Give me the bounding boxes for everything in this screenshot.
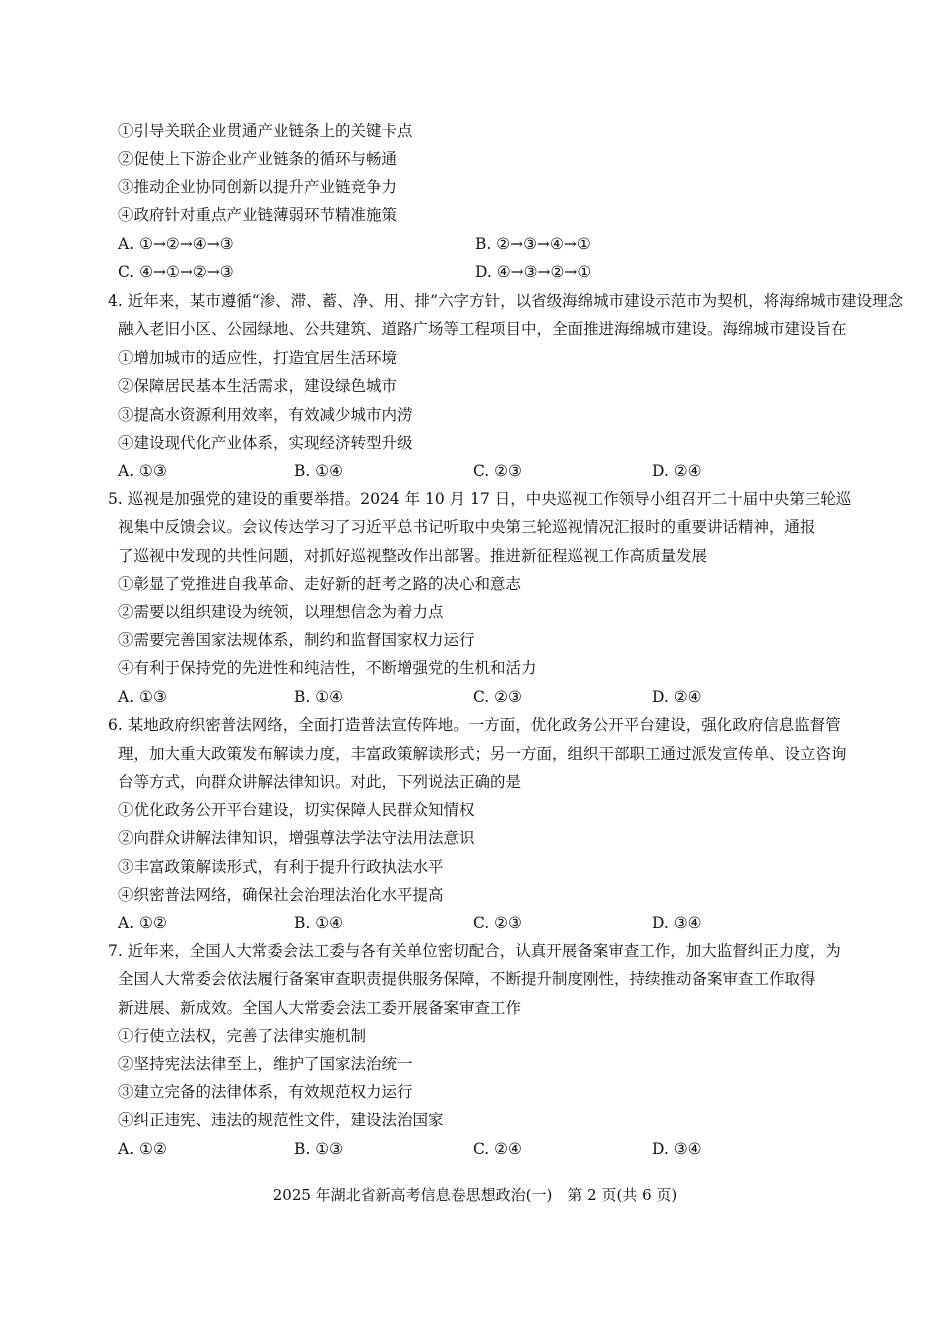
q3-item-4: ④政府针对重点产业链薄弱环节精准施策 xyxy=(118,206,398,224)
q4-item-4: ④建设现代化产业体系，实现经济转型升级 xyxy=(118,434,413,452)
q7-option-d: D. ③④ xyxy=(652,1140,702,1158)
q7-item-2: ②坚持宪法法律至上，维护了国家法治统一 xyxy=(118,1055,413,1073)
q3-option-c: C. ④→①→②→③ xyxy=(118,263,234,281)
q5-item-1: ①彰显了党推进自我革命、走好新的赶考之路的决心和意志 xyxy=(118,575,522,593)
q6-option-d: D. ③④ xyxy=(652,914,702,932)
q4-item-2: ②保障居民基本生活需求，建设绿色城市 xyxy=(118,377,398,395)
q5-stem-line-3: 了巡视中发现的共性问题，对抓好巡视整改作出部署。推进新征程巡视工作高质量发展 xyxy=(118,547,708,565)
q5-stem-line-2: 视集中反馈会议。会议传达学习了习近平总书记听取中央第三轮巡视情况汇报时的重要讲话精神，通报 xyxy=(118,518,816,536)
q7-item-1: ①行使立法权，完善了法律实施机制 xyxy=(118,1027,367,1045)
q6-item-3: ③丰富政策解读形式，有利于提升行政执法水平 xyxy=(118,858,444,876)
q4-option-a: A. ①③ xyxy=(118,462,167,480)
q5-option-c: C. ②③ xyxy=(473,688,522,706)
q4-option-c: C. ②③ xyxy=(473,462,522,480)
q6-stem-line-1: 6. 某地政府织密普法网络，全面打造普法宣传阵地。一方面，优化政务公开平台建设，强化政府信息监督管 xyxy=(108,716,841,734)
q6-item-1: ①优化政务公开平台建设，切实保障人民群众知情权 xyxy=(118,801,475,819)
q6-option-a: A. ①② xyxy=(118,914,167,932)
q6-option-b: B. ①④ xyxy=(294,914,344,932)
q5-stem-line-1: 5. 巡视是加强党的建设的重要举措。2024 年 10 月 17 日，中央巡视工作领导小组召开二十届中央第三轮巡 xyxy=(108,490,852,508)
q4-option-d: D. ②④ xyxy=(652,462,702,480)
q6-stem-line-2: 理，加大重大政策发布解读力度，丰富政策解读形式；另一方面，组织干部职工通过派发宣传单、设立咨询 xyxy=(118,745,847,763)
q5-option-d: D. ②④ xyxy=(652,688,702,706)
page-footer: 2025 年湖北省新高考信息卷思想政治(一) 第 2 页(共 6 页) xyxy=(272,1186,678,1204)
q4-item-1: ①增加城市的适应性，打造宜居生活环境 xyxy=(118,349,398,367)
q6-stem-line-3: 台等方式，向群众讲解法律知识。对此，下列说法正确的是 xyxy=(118,773,522,791)
q7-stem-line-3: 新进展、新成效。全国人大常委会法工委开展备案审查工作 xyxy=(118,999,522,1017)
q4-stem-line-2: 融入老旧小区、公园绿地、公共建筑、道路广场等工程项目中，全面推进海绵城市建设。海绵城市建设旨在 xyxy=(118,320,847,338)
q6-item-2: ②向群众讲解法律知识，增强尊法学法守法用法意识 xyxy=(118,829,475,847)
q3-item-2: ②促使上下游企业产业链条的循环与畅通 xyxy=(118,150,398,168)
q7-item-4: ④纠正违宪、违法的规范性文件，建设法治国家 xyxy=(118,1111,444,1129)
q3-item-3: ③推动企业协同创新以提升产业链竞争力 xyxy=(118,178,398,196)
q7-option-c: C. ②④ xyxy=(473,1140,522,1158)
q7-option-a: A. ①② xyxy=(118,1140,167,1158)
q4-option-b: B. ①④ xyxy=(294,462,344,480)
q3-option-b: B. ②→③→④→① xyxy=(475,235,591,253)
q3-option-d: D. ④→③→②→① xyxy=(475,263,592,281)
q5-item-3: ③需要完善国家法规体系，制约和监督国家权力运行 xyxy=(118,631,475,649)
q7-option-b: B. ①③ xyxy=(294,1140,344,1158)
q7-stem-line-2: 全国人大常委会依法履行备案审查职责提供服务保障，不断提升制度刚性，持续推动备案审查工作取得 xyxy=(118,970,816,988)
q4-stem-line-1: 4. 近年来，某市遵循“渗、滞、蓄、净、用、排”六字方针，以省级海绵城市建设示范市为契机，将海绵城市建设理念 xyxy=(108,292,904,310)
q4-item-3: ③提高水资源利用效率，有效减少城市内涝 xyxy=(118,406,413,424)
q5-option-a: A. ①③ xyxy=(118,688,167,706)
q7-stem-line-1: 7. 近年来，全国人大常委会法工委与各有关单位密切配合，认真开展备案审查工作，加大监督纠正力度，为 xyxy=(108,942,841,960)
q5-option-b: B. ①④ xyxy=(294,688,344,706)
q6-option-c: C. ②③ xyxy=(473,914,522,932)
q3-item-1: ①引导关联企业贯通产业链条上的关键卡点 xyxy=(118,122,413,140)
q7-item-3: ③建立完备的法律体系，有效规范权力运行 xyxy=(118,1083,413,1101)
q5-item-2: ②需要以组织建设为统领，以理想信念为着力点 xyxy=(118,603,444,621)
q3-option-a: A. ①→②→④→③ xyxy=(118,235,234,253)
q6-item-4: ④织密普法网络，确保社会治理法治化水平提高 xyxy=(118,886,444,904)
q5-item-4: ④有利于保持党的先进性和纯洁性，不断增强党的生机和活力 xyxy=(118,659,537,677)
